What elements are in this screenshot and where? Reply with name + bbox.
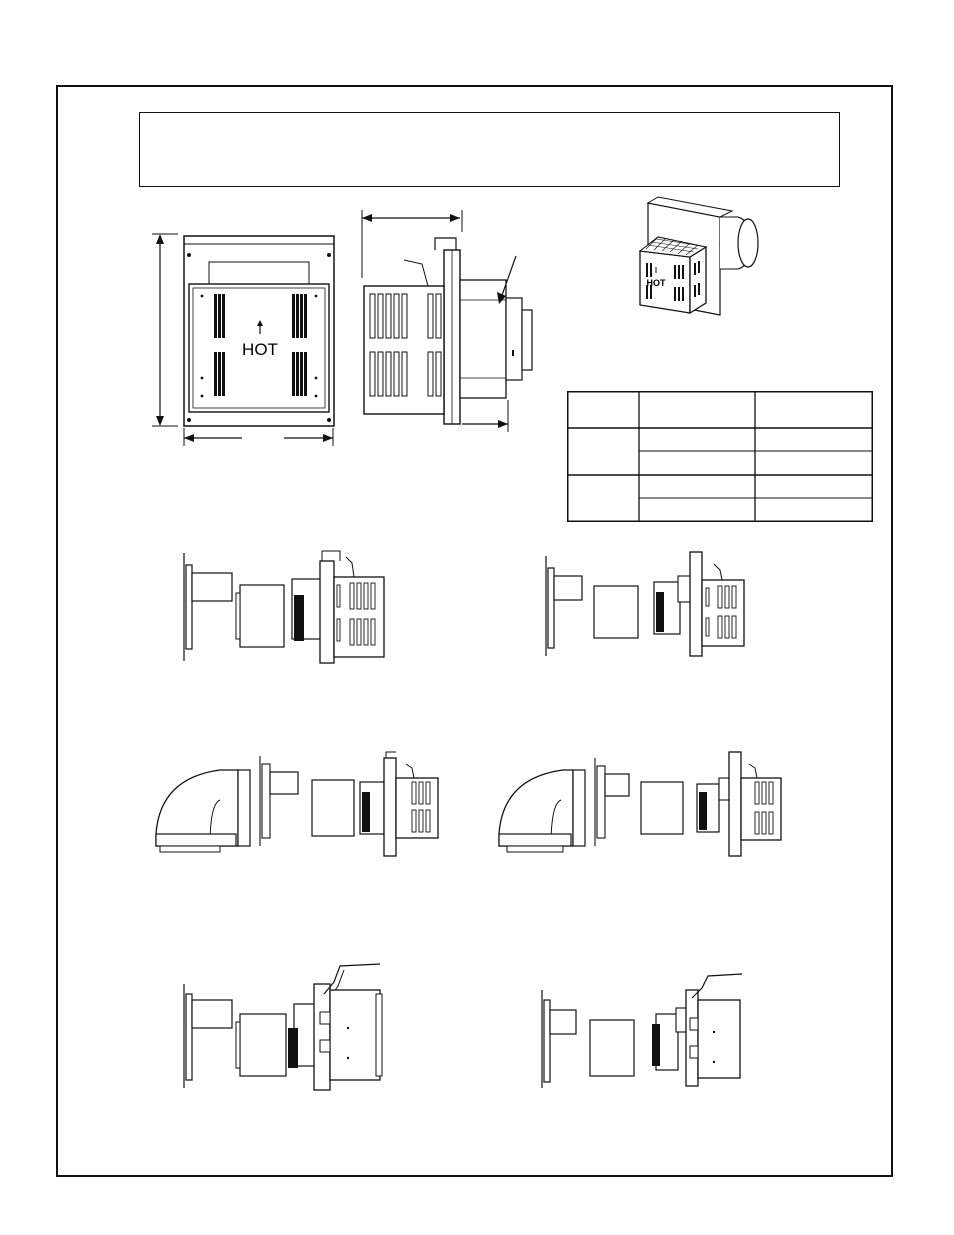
vent-cap-side-view [358, 210, 548, 435]
vent-cap-isometric-view [628, 193, 763, 318]
assembly-diagram-6 [538, 972, 748, 1092]
assembly-diagram-2 [542, 550, 752, 660]
hot-label-iso: HOT [646, 278, 666, 288]
assembly-diagram-5 [180, 958, 390, 1093]
hot-label-front: HOT [242, 340, 278, 359]
vent-cap-front-view [150, 228, 350, 453]
spec-table [567, 391, 873, 522]
assembly-diagram-3 [150, 750, 445, 860]
assembly-diagram-4 [493, 750, 788, 860]
header-box [139, 112, 840, 187]
assembly-diagram-1 [180, 545, 390, 665]
